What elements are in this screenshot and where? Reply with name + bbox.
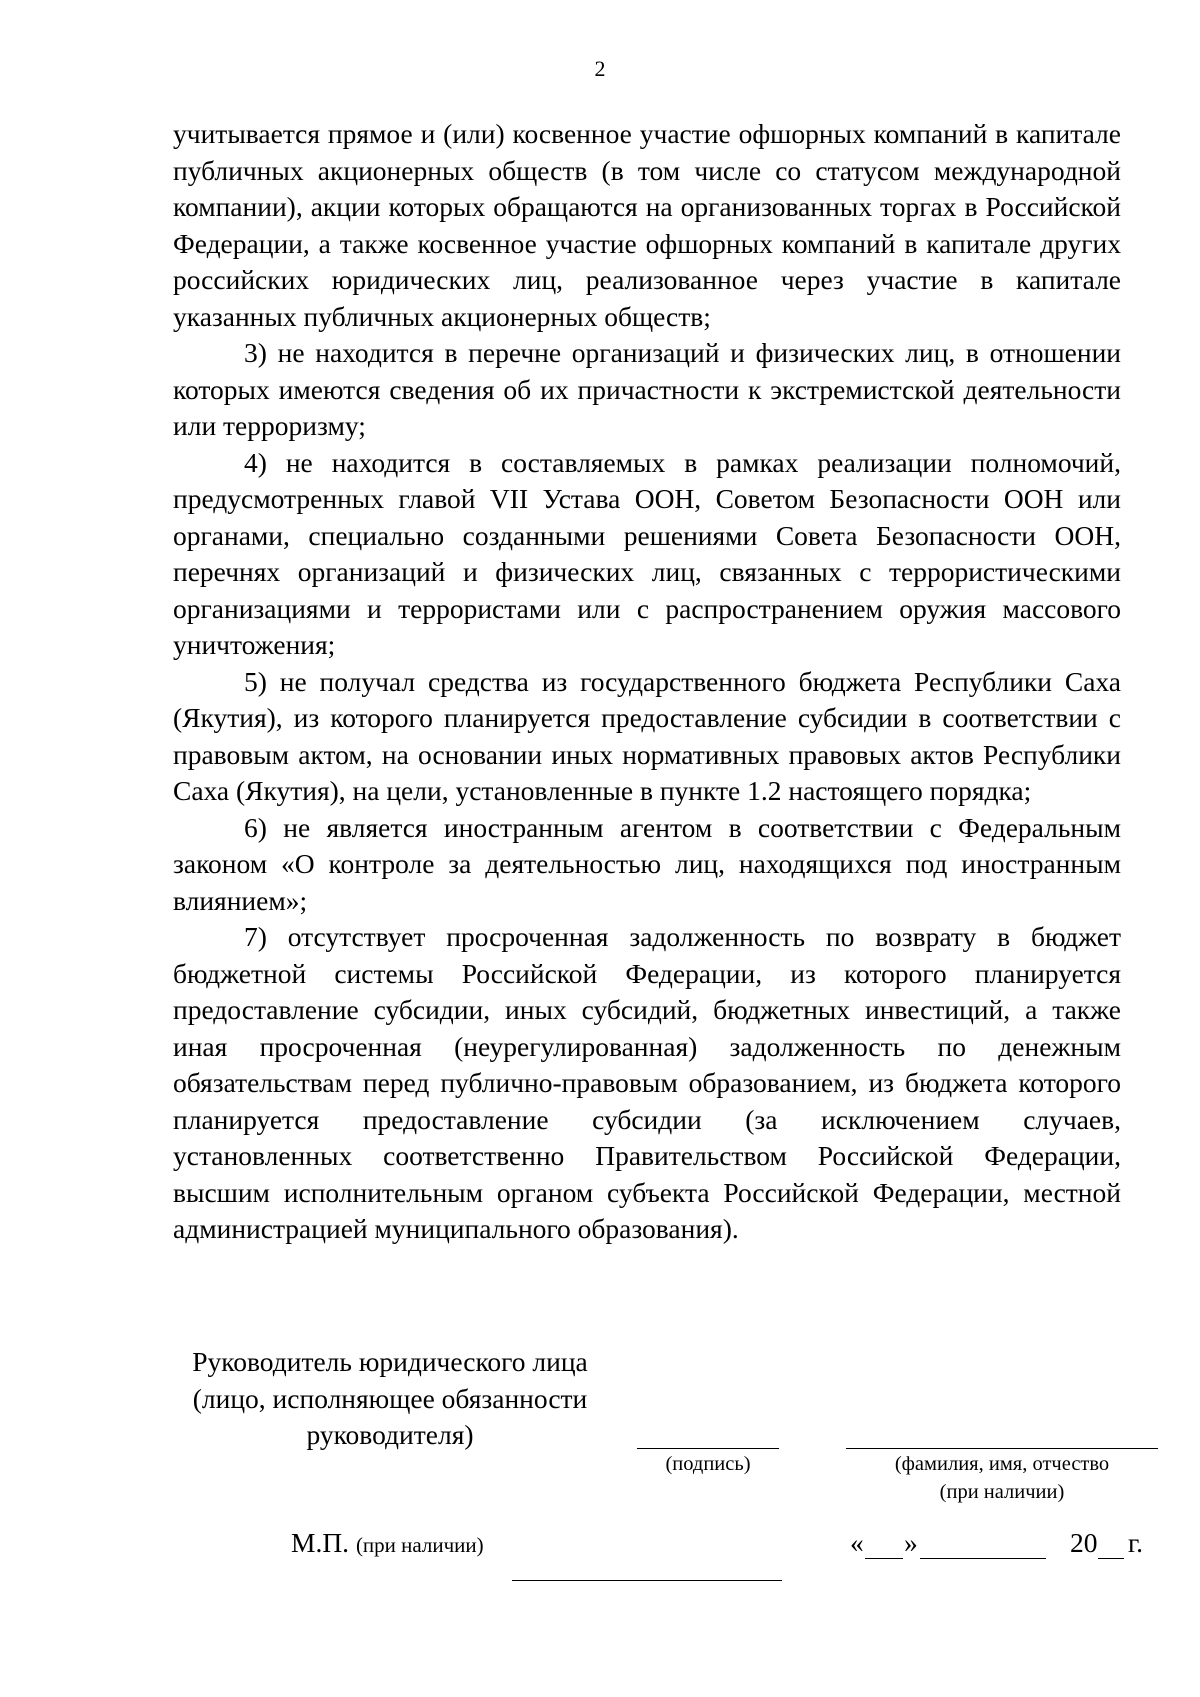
full-name-caption — [846, 1450, 1158, 1506]
full-name-line[interactable] — [846, 1448, 1158, 1449]
date-day-line[interactable] — [865, 1558, 903, 1559]
stamp-note: (при наличии) — [355, 1533, 484, 1557]
stamp-place — [291, 1527, 484, 1559]
date-close-quote: » — [904, 1527, 918, 1558]
paragraph-item-3: 3) не находится в перечне организаций и физических лиц, в отношении которых имеются сведения об их причастности к экстремистской деятельности или терроризму; — [173, 337, 1121, 441]
paragraph-item-7: 7) отсутствует просроченная задолженность по возврату в бюджет бюджетной системы Российской Федерации, из которого планируется предоставление субсидии, иных субсидий, бюджетных инвестиций, а также иная просроченная (неурегулированная) задолженность по денежным обязательствам перед публично-правовым образованием, из бюджета которого планируется предоставление субсидии (за исключением случаев, установленных соответственно Правительством Российской Федерации, высшим исполнительным органом субъекта Российской Федерации, местной администрацией муниципального образования). — [173, 921, 1121, 1244]
date-year-prefix: 20 — [1070, 1527, 1098, 1558]
date-year-suffix: г. — [1128, 1527, 1144, 1558]
signatory-role-line: Руководитель юридического лица — [192, 1346, 588, 1377]
paragraph-continuation: учитывается прямое и (или) косвенное участие офшорных компаний в капитале публичных акционерных обществ (в том числе со статусом международной компании), акции которых обращаются на организованных торгах в Российской Федерации, а также косвенное участие офшорных компаний в капитале других российских юридических лиц, реализованное через участие в капитале указанных публичных акционерных обществ; — [173, 118, 1121, 332]
paragraph-item-5: 5) не получал средства из государственного бюджета Республики Саха (Якутия), из которого планируется предоставление субсидии в соответствии с правовым актом, на основании иных нормативных правовых актов Республики Саха (Якутия), на цели, установленные в пункте 1.2 настоящего порядка; — [173, 665, 1121, 806]
paragraph-item-4: 4) не находится в составляемых в рамках реализации полномочий, предусмотренных главой VII Устава ООН, Советом Безопасности ООН или органами, специально созданными решениями Совета Безопасности ООН, перечнях организаций и физических лиц, связанных с террористическими организациями и террористами или с распространением оружия массового уничтожения; — [173, 446, 1121, 660]
date-open-quote: « — [850, 1527, 864, 1558]
date-field — [850, 1527, 1150, 1567]
page-number: 2 — [594, 56, 606, 81]
closing-divider — [512, 1580, 782, 1581]
signature-line[interactable] — [637, 1448, 779, 1449]
full-name-caption-line: (фамилия, имя, отчество — [894, 1453, 1110, 1475]
document-body — [173, 116, 1121, 1248]
date-year-line[interactable] — [1098, 1558, 1124, 1559]
signatory-role — [160, 1344, 620, 1454]
stamp-label: М.П. — [291, 1527, 350, 1558]
paragraph-item-6: 6) не является иностранным агентом в соответствии с Федеральным законом «О контроле за деятельностью лиц, находящихся под иностранным влиянием»; — [173, 811, 1121, 916]
signatory-role-line: (лицо, исполняющее обязанности — [192, 1382, 588, 1414]
signatory-role-line: руководителя) — [306, 1419, 474, 1450]
date-month-line[interactable] — [920, 1558, 1046, 1559]
full-name-caption-line: (при наличии) — [939, 1481, 1065, 1503]
signature-caption: (подпись) — [665, 1453, 751, 1475]
